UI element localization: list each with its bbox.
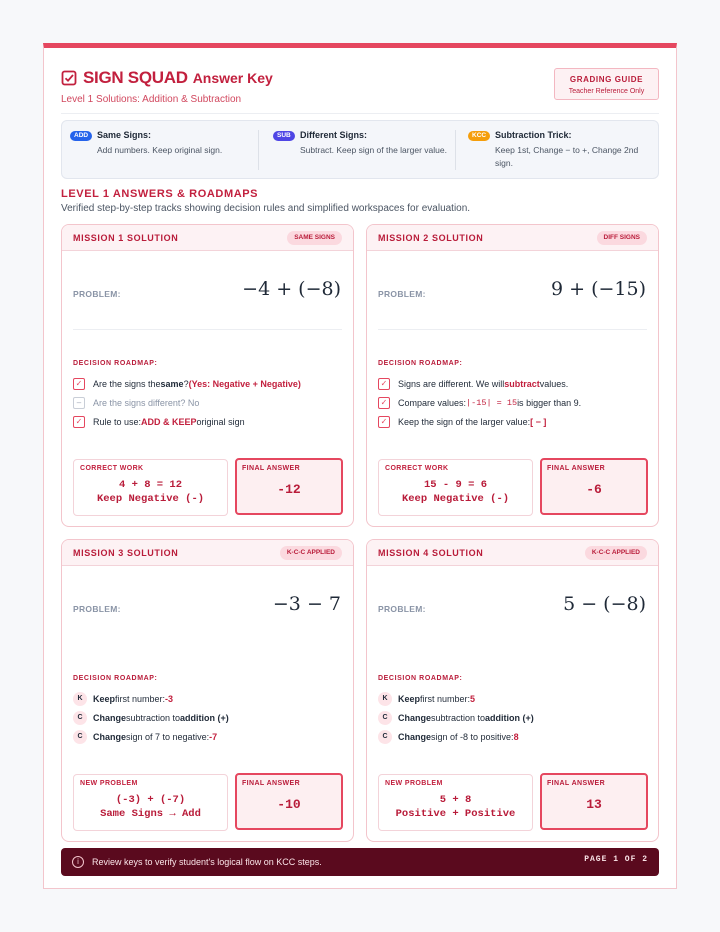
step-text: Are the signs different? No	[93, 397, 200, 408]
problem-expression: 9 + (−15)	[550, 278, 646, 300]
work-label: CORRECT WORK	[80, 465, 144, 472]
checkbox-checked-icon: ✓	[378, 397, 390, 409]
work-line: 5 + 8	[439, 794, 472, 806]
card-divider	[73, 329, 342, 330]
roadmap-steps	[73, 374, 342, 431]
final-answer-value: -12	[277, 482, 301, 497]
footer-text: Review keys to verify student's logical flow on KCC steps.	[92, 857, 322, 867]
step-text: ?	[183, 378, 189, 389]
change-step-icon: C	[73, 711, 87, 725]
work-label: CORRECT WORK	[385, 465, 449, 472]
problem-label: PROBLEM:	[73, 289, 121, 299]
card-header	[367, 540, 658, 566]
work-label: NEW PROBLEM	[385, 780, 443, 787]
final-answer-label: FINAL ANSWER	[242, 780, 301, 787]
mission-card-2	[366, 224, 659, 527]
step-text: values.	[539, 378, 569, 389]
page-title: SIGN SQUAD	[83, 68, 188, 87]
checkbox-empty-icon: –	[73, 397, 85, 409]
header-divider	[61, 113, 659, 114]
card-header	[62, 540, 353, 566]
final-answer-value: -6	[586, 482, 602, 497]
work-box	[378, 459, 533, 516]
problem-label: PROBLEM:	[73, 604, 121, 614]
step-bold: addition (+)	[485, 712, 534, 723]
work-line: Keep Negative (-)	[401, 493, 510, 505]
final-answer-value: 13	[586, 797, 602, 812]
roadmap-step	[73, 393, 342, 412]
roadmap-step	[378, 727, 647, 746]
card-header	[367, 225, 658, 251]
step-text: is bigger than 9.	[517, 397, 582, 408]
step-bold: Change	[93, 731, 127, 742]
rule-badge: SUB	[273, 131, 295, 141]
step-highlight: [ − ]	[530, 416, 547, 427]
card-tag: K-C-C APPLIED	[585, 546, 647, 560]
step-code: |-15| = 15	[466, 397, 518, 408]
roadmap-steps	[73, 689, 342, 746]
rules-box	[61, 120, 659, 179]
problem-label: PROBLEM:	[378, 604, 426, 614]
page-number: PAGE 1 OF 2	[584, 855, 648, 864]
roadmap-step	[73, 689, 342, 708]
final-answer-box	[540, 458, 648, 515]
work-box	[378, 774, 533, 831]
rule-badge: ADD	[70, 131, 92, 141]
card-title: MISSION 4 SOLUTION	[378, 548, 484, 558]
work-box	[73, 774, 228, 831]
work-line: 15 - 9 = 6	[423, 479, 487, 491]
final-answer-value: -10	[277, 797, 301, 812]
roadmap-label: DECISION ROADMAP:	[73, 675, 158, 682]
checkbox-checked-icon: ✓	[378, 416, 390, 428]
card-title: MISSION 2 SOLUTION	[378, 233, 484, 243]
card-tag: K-C-C APPLIED	[280, 546, 342, 560]
checkbox-icon	[61, 70, 77, 86]
card-title: MISSION 1 SOLUTION	[73, 233, 179, 243]
info-icon: i	[72, 856, 84, 868]
section-subheading: Verified step-by-step tracks showing decision rules and simplified workspaces for evaluation.	[61, 203, 471, 214]
step-highlight: -3	[165, 693, 174, 704]
grading-guide-badge	[554, 68, 659, 100]
rule-divider	[258, 130, 259, 170]
final-answer-label: FINAL ANSWER	[547, 465, 606, 472]
roadmap-label: DECISION ROADMAP:	[378, 360, 463, 367]
step-text: Compare values:	[398, 397, 467, 408]
roadmap-step	[73, 727, 342, 746]
card-divider	[378, 329, 647, 330]
page-title-suffix: Answer Key	[192, 70, 273, 86]
work-box	[73, 459, 228, 516]
rule-description: Keep 1st, Change − to +, Change 2nd sign.	[495, 145, 639, 168]
roadmap-step	[378, 708, 647, 727]
rule-badge: KCC	[468, 131, 490, 141]
step-highlight: -7	[209, 731, 218, 742]
grading-guide-note: Teacher Reference Only	[568, 88, 645, 95]
card-tag: DIFF SIGNS	[597, 231, 647, 245]
final-answer-box	[235, 773, 343, 830]
step-bold: addition (+)	[180, 712, 229, 723]
roadmap-step	[73, 708, 342, 727]
roadmap-label: DECISION ROADMAP:	[378, 675, 463, 682]
grading-guide-title: GRADING GUIDE	[569, 75, 644, 84]
section-heading: LEVEL 1 ANSWERS & ROADMAPS	[61, 188, 259, 200]
step-highlight: 5	[470, 693, 476, 704]
step-highlight: (Yes: Negative + Negative)	[188, 378, 301, 389]
rule-description: Add numbers. Keep original sign.	[97, 145, 223, 155]
step-bold: Change	[93, 712, 127, 723]
rule-divider	[455, 130, 456, 170]
step-bold: Change	[398, 712, 432, 723]
problem-expression: −3 − 7	[272, 593, 341, 615]
change-step-icon: C	[378, 730, 392, 744]
card-title: MISSION 3 SOLUTION	[73, 548, 179, 558]
mission-card-1	[61, 224, 354, 527]
mission-card-3	[61, 539, 354, 842]
work-line: Same Signs → Add	[100, 808, 201, 820]
work-line: 4 + 8 = 12	[118, 479, 182, 491]
keep-step-icon: K	[73, 692, 87, 706]
card-header	[62, 225, 353, 251]
step-text: subtraction to	[126, 712, 181, 723]
rule-description: Subtract. Keep sign of the larger value.	[300, 145, 447, 155]
answer-key-page	[43, 43, 677, 889]
roadmap-steps	[378, 689, 647, 746]
final-answer-box	[235, 458, 343, 515]
roadmap-step	[378, 393, 647, 412]
rule-title: Different Signs:	[300, 130, 368, 140]
checkbox-checked-icon: ✓	[73, 416, 85, 428]
step-text: sign of 7 to negative:	[126, 731, 210, 742]
step-text: subtraction to	[431, 712, 486, 723]
final-answer-label: FINAL ANSWER	[547, 780, 606, 787]
roadmap-step	[378, 374, 647, 393]
roadmap-step	[378, 689, 647, 708]
work-line: (-3) + (-7)	[115, 794, 186, 806]
problem-expression: −4 + (−8)	[242, 278, 341, 300]
step-text: Keep the sign of the larger value:	[398, 416, 531, 427]
step-text: Rule to use:	[93, 416, 142, 427]
step-highlight: 8	[513, 731, 519, 742]
roadmap-steps	[378, 374, 647, 431]
work-line: Keep Negative (-)	[96, 493, 205, 505]
checkbox-checked-icon: ✓	[73, 378, 85, 390]
header	[61, 68, 659, 112]
page-subtitle: Level 1 Solutions: Addition & Subtraction	[61, 94, 242, 105]
rule-title: Subtraction Trick:	[495, 130, 572, 140]
keep-step-icon: K	[378, 692, 392, 706]
step-bold: Keep	[398, 693, 421, 704]
step-text: Are the signs the	[93, 378, 161, 389]
step-bold: Keep	[93, 693, 116, 704]
footer-bar	[61, 848, 659, 876]
roadmap-step	[378, 412, 647, 431]
mission-card-4	[366, 539, 659, 842]
rule-title: Same Signs:	[97, 130, 152, 140]
checkbox-checked-icon: ✓	[378, 378, 390, 390]
final-answer-label: FINAL ANSWER	[242, 465, 301, 472]
final-answer-box	[540, 773, 648, 830]
roadmap-step	[73, 412, 342, 431]
step-highlight: ADD & KEEP	[141, 416, 197, 427]
step-text: first number:	[420, 693, 471, 704]
step-text: first number:	[115, 693, 166, 704]
problem-expression: 5 − (−8)	[563, 593, 646, 615]
step-bold: Change	[398, 731, 432, 742]
change-step-icon: C	[73, 730, 87, 744]
step-text: Signs are different. We will	[398, 378, 505, 389]
card-tag: SAME SIGNS	[287, 231, 342, 245]
change-step-icon: C	[378, 711, 392, 725]
roadmap-label: DECISION ROADMAP:	[73, 360, 158, 367]
problem-label: PROBLEM:	[378, 289, 426, 299]
work-line: Positive + Positive	[395, 808, 516, 820]
step-highlight: subtract	[504, 378, 540, 389]
step-text: original sign	[196, 416, 245, 427]
step-bold: same	[160, 378, 184, 389]
roadmap-step	[73, 374, 342, 393]
step-text: sign of -8 to positive:	[431, 731, 514, 742]
work-label: NEW PROBLEM	[80, 780, 138, 787]
